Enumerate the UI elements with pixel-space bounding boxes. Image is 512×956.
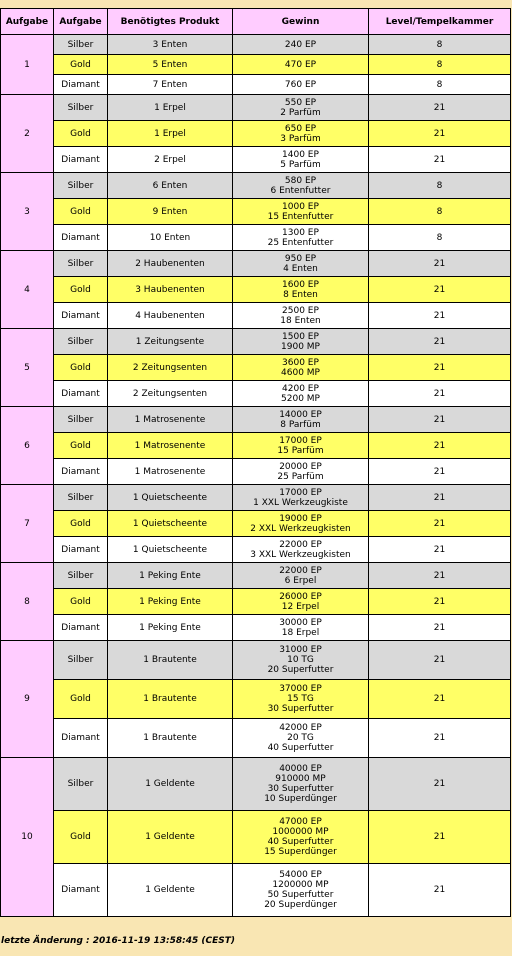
reward-line: 950 EP bbox=[284, 253, 317, 264]
product-cell: 1 Zeitungsente bbox=[108, 329, 233, 355]
tier-cell: Silber bbox=[54, 641, 108, 680]
tier-cell: Gold bbox=[54, 680, 108, 719]
level-cell: 21 bbox=[369, 121, 511, 147]
reward-cell bbox=[233, 199, 369, 225]
reward-cell bbox=[233, 641, 369, 680]
reward-line: 650 EP bbox=[284, 123, 317, 134]
product-cell: 1 Quietscheente bbox=[108, 537, 233, 563]
product-cell: 2 Erpel bbox=[108, 147, 233, 173]
reward-cell bbox=[233, 381, 369, 407]
level-cell: 21 bbox=[369, 811, 511, 864]
tier-cell: Diamant bbox=[54, 459, 108, 485]
tier-cell: Silber bbox=[54, 563, 108, 589]
level-cell: 21 bbox=[369, 680, 511, 719]
reward-cell bbox=[233, 407, 369, 433]
reward-cell bbox=[233, 563, 369, 589]
reward-line: 15 Superdünger bbox=[264, 847, 337, 857]
reward-line: 1300 EP bbox=[282, 227, 319, 238]
tier-cell: Gold bbox=[54, 355, 108, 381]
reward-line: 1000000 MP bbox=[272, 827, 329, 837]
reward-cell bbox=[233, 147, 369, 173]
level-cell: 21 bbox=[369, 303, 511, 329]
reward-cell bbox=[233, 121, 369, 147]
tier-cell: Gold bbox=[54, 433, 108, 459]
product-cell: 1 Brautente bbox=[108, 641, 233, 680]
tier-cell: Gold bbox=[54, 199, 108, 225]
level-cell: 8 bbox=[369, 35, 511, 55]
product-cell: 1 Geldente bbox=[108, 758, 233, 811]
product-cell: 3 Haubenenten bbox=[108, 277, 233, 303]
reward-line: 18 Enten bbox=[280, 315, 321, 326]
reward-line: 580 EP bbox=[284, 175, 317, 186]
level-cell: 21 bbox=[369, 251, 511, 277]
table-row bbox=[1, 563, 511, 589]
reward-line: 1200000 MP bbox=[272, 880, 329, 890]
product-cell: 1 Brautente bbox=[108, 680, 233, 719]
task-number: 2 bbox=[1, 95, 54, 173]
reward-line: 3 Parfüm bbox=[280, 133, 321, 144]
table-row bbox=[1, 95, 511, 121]
tier-cell: Gold bbox=[54, 811, 108, 864]
reward-cell bbox=[233, 225, 369, 251]
tier-cell: Diamant bbox=[54, 225, 108, 251]
reward-cell bbox=[233, 35, 369, 55]
level-cell: 8 bbox=[369, 55, 511, 75]
tier-cell: Silber bbox=[54, 95, 108, 121]
reward-line: 1600 EP bbox=[282, 279, 319, 290]
tier-cell: Diamant bbox=[54, 147, 108, 173]
reward-line: 4200 EP bbox=[282, 383, 319, 394]
reward-cell bbox=[233, 511, 369, 537]
table-row bbox=[1, 719, 511, 758]
reward-line: 50 Superfutter bbox=[267, 890, 334, 900]
reward-cell bbox=[233, 864, 369, 917]
level-cell: 21 bbox=[369, 147, 511, 173]
product-cell: 7 Enten bbox=[108, 75, 233, 95]
reward-cell bbox=[233, 173, 369, 199]
reward-line: 5200 MP bbox=[281, 393, 320, 404]
product-cell: 9 Enten bbox=[108, 199, 233, 225]
task-number: 9 bbox=[1, 641, 54, 758]
level-cell: 8 bbox=[369, 173, 511, 199]
reward-line: 22000 EP bbox=[279, 565, 322, 576]
reward-line: 10 TG bbox=[287, 655, 314, 665]
reward-cell bbox=[233, 811, 369, 864]
level-cell: 21 bbox=[369, 641, 511, 680]
reward-line: 10 Superdünger bbox=[264, 794, 337, 804]
level-cell: 21 bbox=[369, 589, 511, 615]
reward-cell bbox=[233, 55, 369, 75]
reward-line: 4600 MP bbox=[281, 367, 320, 378]
tier-cell: Silber bbox=[54, 407, 108, 433]
tier-cell: Diamant bbox=[54, 303, 108, 329]
reward-line: 54000 EP bbox=[279, 870, 322, 880]
task-number: 1 bbox=[1, 35, 54, 95]
reward-cell bbox=[233, 303, 369, 329]
reward-line: 25 Parfüm bbox=[277, 471, 324, 482]
product-cell: 10 Enten bbox=[108, 225, 233, 251]
reward-cell bbox=[233, 589, 369, 615]
reward-cell bbox=[233, 719, 369, 758]
reward-line: 14000 EP bbox=[279, 409, 322, 420]
reward-line: 47000 EP bbox=[279, 817, 322, 827]
product-cell: 3 Enten bbox=[108, 35, 233, 55]
level-cell: 8 bbox=[369, 225, 511, 251]
reward-line: 18 Erpel bbox=[281, 627, 320, 638]
reward-line: 2 Parfüm bbox=[280, 107, 321, 118]
tier-cell: Silber bbox=[54, 173, 108, 199]
level-cell: 21 bbox=[369, 95, 511, 121]
product-cell: 1 Matrosenente bbox=[108, 459, 233, 485]
reward-line: 3600 EP bbox=[282, 357, 319, 368]
tier-cell: Gold bbox=[54, 511, 108, 537]
reward-line: 19000 EP bbox=[279, 513, 322, 524]
table-row bbox=[1, 381, 511, 407]
level-cell: 21 bbox=[369, 277, 511, 303]
reward-cell bbox=[233, 758, 369, 811]
table-row bbox=[1, 589, 511, 615]
product-cell: 2 Haubenenten bbox=[108, 251, 233, 277]
reward-line: 1500 EP bbox=[282, 331, 319, 342]
level-cell: 21 bbox=[369, 511, 511, 537]
level-cell: 21 bbox=[369, 615, 511, 641]
tier-cell: Silber bbox=[54, 35, 108, 55]
reward-line: 37000 EP bbox=[279, 684, 322, 694]
product-cell: 1 Peking Ente bbox=[108, 615, 233, 641]
reward-line: 17000 EP bbox=[279, 487, 322, 498]
task-number: 6 bbox=[1, 407, 54, 485]
reward-line: 31000 EP bbox=[279, 645, 322, 655]
table-row bbox=[1, 55, 511, 75]
table-row bbox=[1, 199, 511, 225]
table-row bbox=[1, 329, 511, 355]
reward-cell bbox=[233, 433, 369, 459]
reward-line: 17000 EP bbox=[279, 435, 322, 446]
reward-cell bbox=[233, 75, 369, 95]
table-row bbox=[1, 225, 511, 251]
reward-line: 1400 EP bbox=[282, 149, 319, 160]
reward-line: 25 Entenfutter bbox=[267, 237, 334, 248]
table-body bbox=[1, 35, 511, 917]
table-row bbox=[1, 303, 511, 329]
tier-cell: Silber bbox=[54, 485, 108, 511]
reward-cell bbox=[233, 680, 369, 719]
level-cell: 21 bbox=[369, 719, 511, 758]
product-cell: 1 Quietscheente bbox=[108, 511, 233, 537]
table-row bbox=[1, 758, 511, 811]
reward-line: 15 Entenfutter bbox=[267, 211, 334, 222]
reward-line: 20 Superfutter bbox=[267, 665, 334, 675]
product-cell: 1 Erpel bbox=[108, 121, 233, 147]
reward-cell bbox=[233, 251, 369, 277]
product-cell: 1 Matrosenente bbox=[108, 433, 233, 459]
level-cell: 21 bbox=[369, 537, 511, 563]
tier-cell: Diamant bbox=[54, 75, 108, 95]
reward-line: 42000 EP bbox=[279, 723, 322, 733]
product-cell: 2 Zeitungsenten bbox=[108, 381, 233, 407]
product-cell: 2 Zeitungsenten bbox=[108, 355, 233, 381]
reward-line: 910000 MP bbox=[275, 774, 326, 784]
table-row bbox=[1, 277, 511, 303]
reward-line: 6 Entenfutter bbox=[270, 185, 331, 196]
reward-cell bbox=[233, 537, 369, 563]
product-cell: 4 Haubenenten bbox=[108, 303, 233, 329]
reward-line: 1900 MP bbox=[281, 341, 320, 352]
reward-cell bbox=[233, 485, 369, 511]
reward-line: 22000 EP bbox=[279, 539, 322, 550]
reward-line: 30000 EP bbox=[279, 617, 322, 628]
reward-line: 20000 EP bbox=[279, 461, 322, 472]
table-row bbox=[1, 680, 511, 719]
tier-cell: Gold bbox=[54, 55, 108, 75]
level-cell: 21 bbox=[369, 329, 511, 355]
table-row bbox=[1, 173, 511, 199]
table-row bbox=[1, 537, 511, 563]
reward-cell bbox=[233, 355, 369, 381]
reward-line: 40 Superfutter bbox=[267, 743, 334, 753]
table-row bbox=[1, 511, 511, 537]
reward-line: 4 Enten bbox=[283, 263, 318, 274]
reward-line: 20 TG bbox=[287, 733, 314, 743]
table-row bbox=[1, 355, 511, 381]
level-cell: 21 bbox=[369, 485, 511, 511]
tier-cell: Diamant bbox=[54, 615, 108, 641]
tier-cell: Silber bbox=[54, 758, 108, 811]
tier-cell: Gold bbox=[54, 589, 108, 615]
reward-line: 1000 EP bbox=[282, 201, 319, 212]
reward-line: 15 Parfüm bbox=[277, 445, 324, 456]
reward-line: 8 Enten bbox=[283, 289, 318, 300]
header-level: Level/Tempelkammer bbox=[369, 9, 511, 35]
level-cell: 21 bbox=[369, 355, 511, 381]
task-number: 10 bbox=[1, 758, 54, 917]
header-row bbox=[1, 9, 511, 35]
table-row bbox=[1, 485, 511, 511]
table-row bbox=[1, 433, 511, 459]
reward-line: 15 TG bbox=[287, 694, 314, 704]
reward-line: 26000 EP bbox=[279, 591, 322, 602]
reward-line: 20 Superdünger bbox=[264, 900, 337, 910]
reward-line: 5 Parfüm bbox=[280, 159, 321, 170]
reward-cell bbox=[233, 277, 369, 303]
reward-line: 470 EP bbox=[284, 59, 317, 70]
level-cell: 21 bbox=[369, 563, 511, 589]
table-row bbox=[1, 459, 511, 485]
table-row bbox=[1, 251, 511, 277]
tier-cell: Diamant bbox=[54, 719, 108, 758]
reward-line: 1 XXL Werkzeugkiste bbox=[253, 497, 348, 508]
reward-line: 550 EP bbox=[284, 97, 317, 108]
reward-line: 6 Erpel bbox=[284, 575, 317, 586]
table-row bbox=[1, 811, 511, 864]
header-tier: Aufgabe bbox=[54, 9, 108, 35]
last-modified: letzte Änderung : 2016-11-19 13:58:45 (CEST) bbox=[1, 936, 235, 946]
reward-line: 40000 EP bbox=[279, 764, 322, 774]
reward-cell bbox=[233, 459, 369, 485]
task-number: 5 bbox=[1, 329, 54, 407]
level-cell: 21 bbox=[369, 459, 511, 485]
table-row bbox=[1, 35, 511, 55]
product-cell: 1 Quietscheente bbox=[108, 485, 233, 511]
product-cell: 5 Enten bbox=[108, 55, 233, 75]
tier-cell: Diamant bbox=[54, 381, 108, 407]
reward-line: 240 EP bbox=[284, 39, 317, 50]
level-cell: 21 bbox=[369, 864, 511, 917]
header-task: Aufgabe bbox=[1, 9, 54, 35]
reward-line: 30 Superfutter bbox=[267, 704, 334, 714]
table-row bbox=[1, 147, 511, 173]
tier-cell: Diamant bbox=[54, 537, 108, 563]
tier-cell: Diamant bbox=[54, 864, 108, 917]
reward-line: 12 Erpel bbox=[281, 601, 320, 612]
reward-line: 760 EP bbox=[284, 79, 317, 90]
reward-line: 8 Parfüm bbox=[280, 419, 321, 430]
task-number: 3 bbox=[1, 173, 54, 251]
level-cell: 8 bbox=[369, 75, 511, 95]
product-cell: 1 Peking Ente bbox=[108, 589, 233, 615]
tier-cell: Silber bbox=[54, 329, 108, 355]
level-cell: 21 bbox=[369, 381, 511, 407]
product-cell: 1 Erpel bbox=[108, 95, 233, 121]
task-number: 8 bbox=[1, 563, 54, 641]
reward-cell bbox=[233, 615, 369, 641]
table-row bbox=[1, 864, 511, 917]
reward-line: 2500 EP bbox=[282, 305, 319, 316]
task-number: 4 bbox=[1, 251, 54, 329]
tier-cell: Silber bbox=[54, 251, 108, 277]
level-cell: 21 bbox=[369, 407, 511, 433]
product-cell: 1 Geldente bbox=[108, 864, 233, 917]
product-cell: 1 Matrosenente bbox=[108, 407, 233, 433]
level-cell: 21 bbox=[369, 433, 511, 459]
product-cell: 1 Peking Ente bbox=[108, 563, 233, 589]
level-cell: 8 bbox=[369, 199, 511, 225]
table-row bbox=[1, 121, 511, 147]
header-product: Benötigtes Produkt bbox=[108, 9, 233, 35]
reward-line: 40 Superfutter bbox=[267, 837, 334, 847]
product-cell: 1 Brautente bbox=[108, 719, 233, 758]
reward-line: 2 XXL Werkzeugkisten bbox=[250, 523, 351, 534]
reward-line: 3 XXL Werkzeugkisten bbox=[250, 549, 351, 560]
table-row bbox=[1, 641, 511, 680]
reward-cell bbox=[233, 329, 369, 355]
reward-cell bbox=[233, 95, 369, 121]
table-row bbox=[1, 407, 511, 433]
task-number: 7 bbox=[1, 485, 54, 563]
tier-cell: Gold bbox=[54, 277, 108, 303]
table-row bbox=[1, 75, 511, 95]
product-cell: 1 Geldente bbox=[108, 811, 233, 864]
level-cell: 21 bbox=[369, 758, 511, 811]
header-reward: Gewinn bbox=[233, 9, 369, 35]
tier-cell: Gold bbox=[54, 121, 108, 147]
product-cell: 6 Enten bbox=[108, 173, 233, 199]
reward-line: 30 Superfutter bbox=[267, 784, 334, 794]
table-row bbox=[1, 615, 511, 641]
quest-table bbox=[0, 8, 511, 917]
